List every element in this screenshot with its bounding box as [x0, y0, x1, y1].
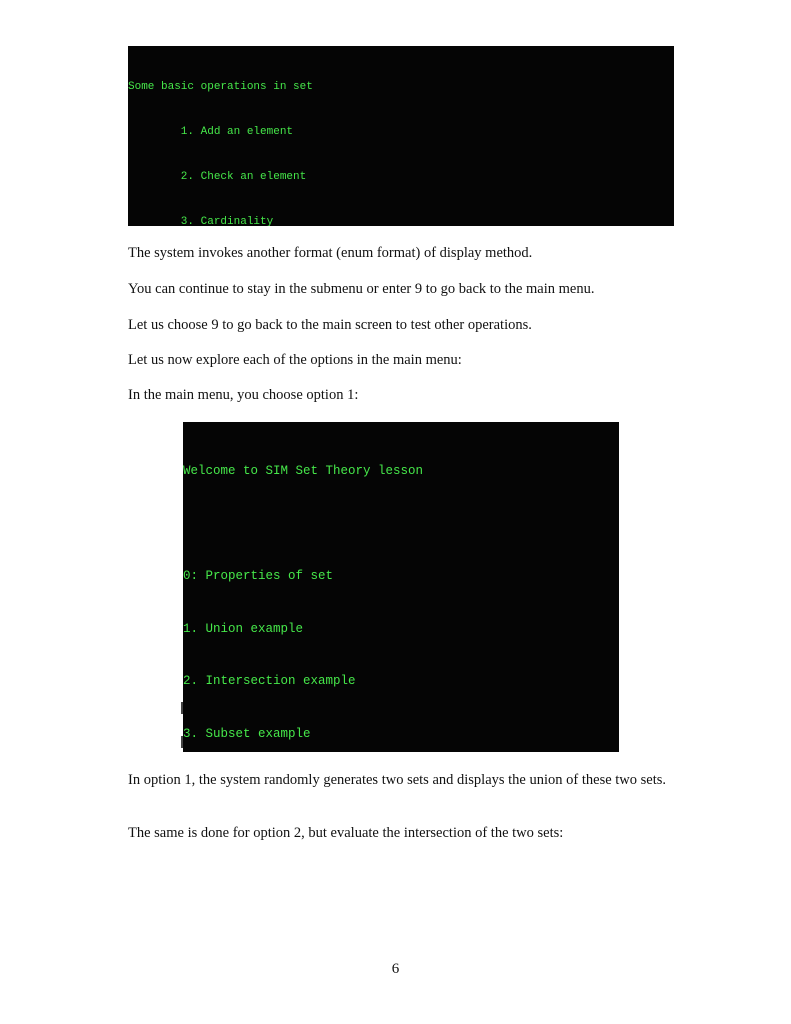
terminal-line: 1. Add an element — [128, 126, 294, 138]
terminal-line: Some basic operations in set — [128, 81, 313, 93]
paragraph-option-1-explanation: In option 1, the system randomly generates two sets and displays the union of these two sets. — [128, 772, 667, 788]
terminal-line: Welcome to SIM Set Theory lesson — [183, 464, 424, 478]
paragraph-option-2-intro: The same is done for option 2, but evaluate the intersection of the two sets: — [128, 825, 564, 841]
terminal-line: 1. Union example — [183, 621, 304, 636]
page-number: 6 — [391, 961, 400, 977]
terminal-line: 3. Subset example — [183, 726, 311, 741]
paragraph-explore-options: Let us now explore each of the options in the main menu: — [128, 352, 462, 368]
terminal-line: 0: Properties of set — [183, 569, 334, 583]
terminal-screenshot-set-operations — [128, 46, 674, 226]
terminal-screenshot-main-menu — [183, 422, 619, 752]
paragraph-choose-option-1: In the main menu, you choose option 1: — [128, 387, 359, 403]
scan-artifact — [181, 702, 183, 714]
terminal-line: 2. Intersection example — [183, 674, 356, 688]
paragraph-choose-9: Let us choose 9 to go back to the main screen to test other operations. — [128, 317, 532, 333]
paragraph-submenu: You can continue to stay in the submenu or enter 9 to go back to the main menu. — [128, 281, 595, 297]
scan-artifact — [181, 736, 183, 748]
terminal-line: 2. Check an element — [128, 171, 307, 183]
paragraph-enum-format: The system invokes another format (enum format) of display method. — [128, 245, 533, 261]
terminal-line: 3. Cardinality — [128, 216, 274, 226]
terminal-line — [183, 516, 619, 534]
